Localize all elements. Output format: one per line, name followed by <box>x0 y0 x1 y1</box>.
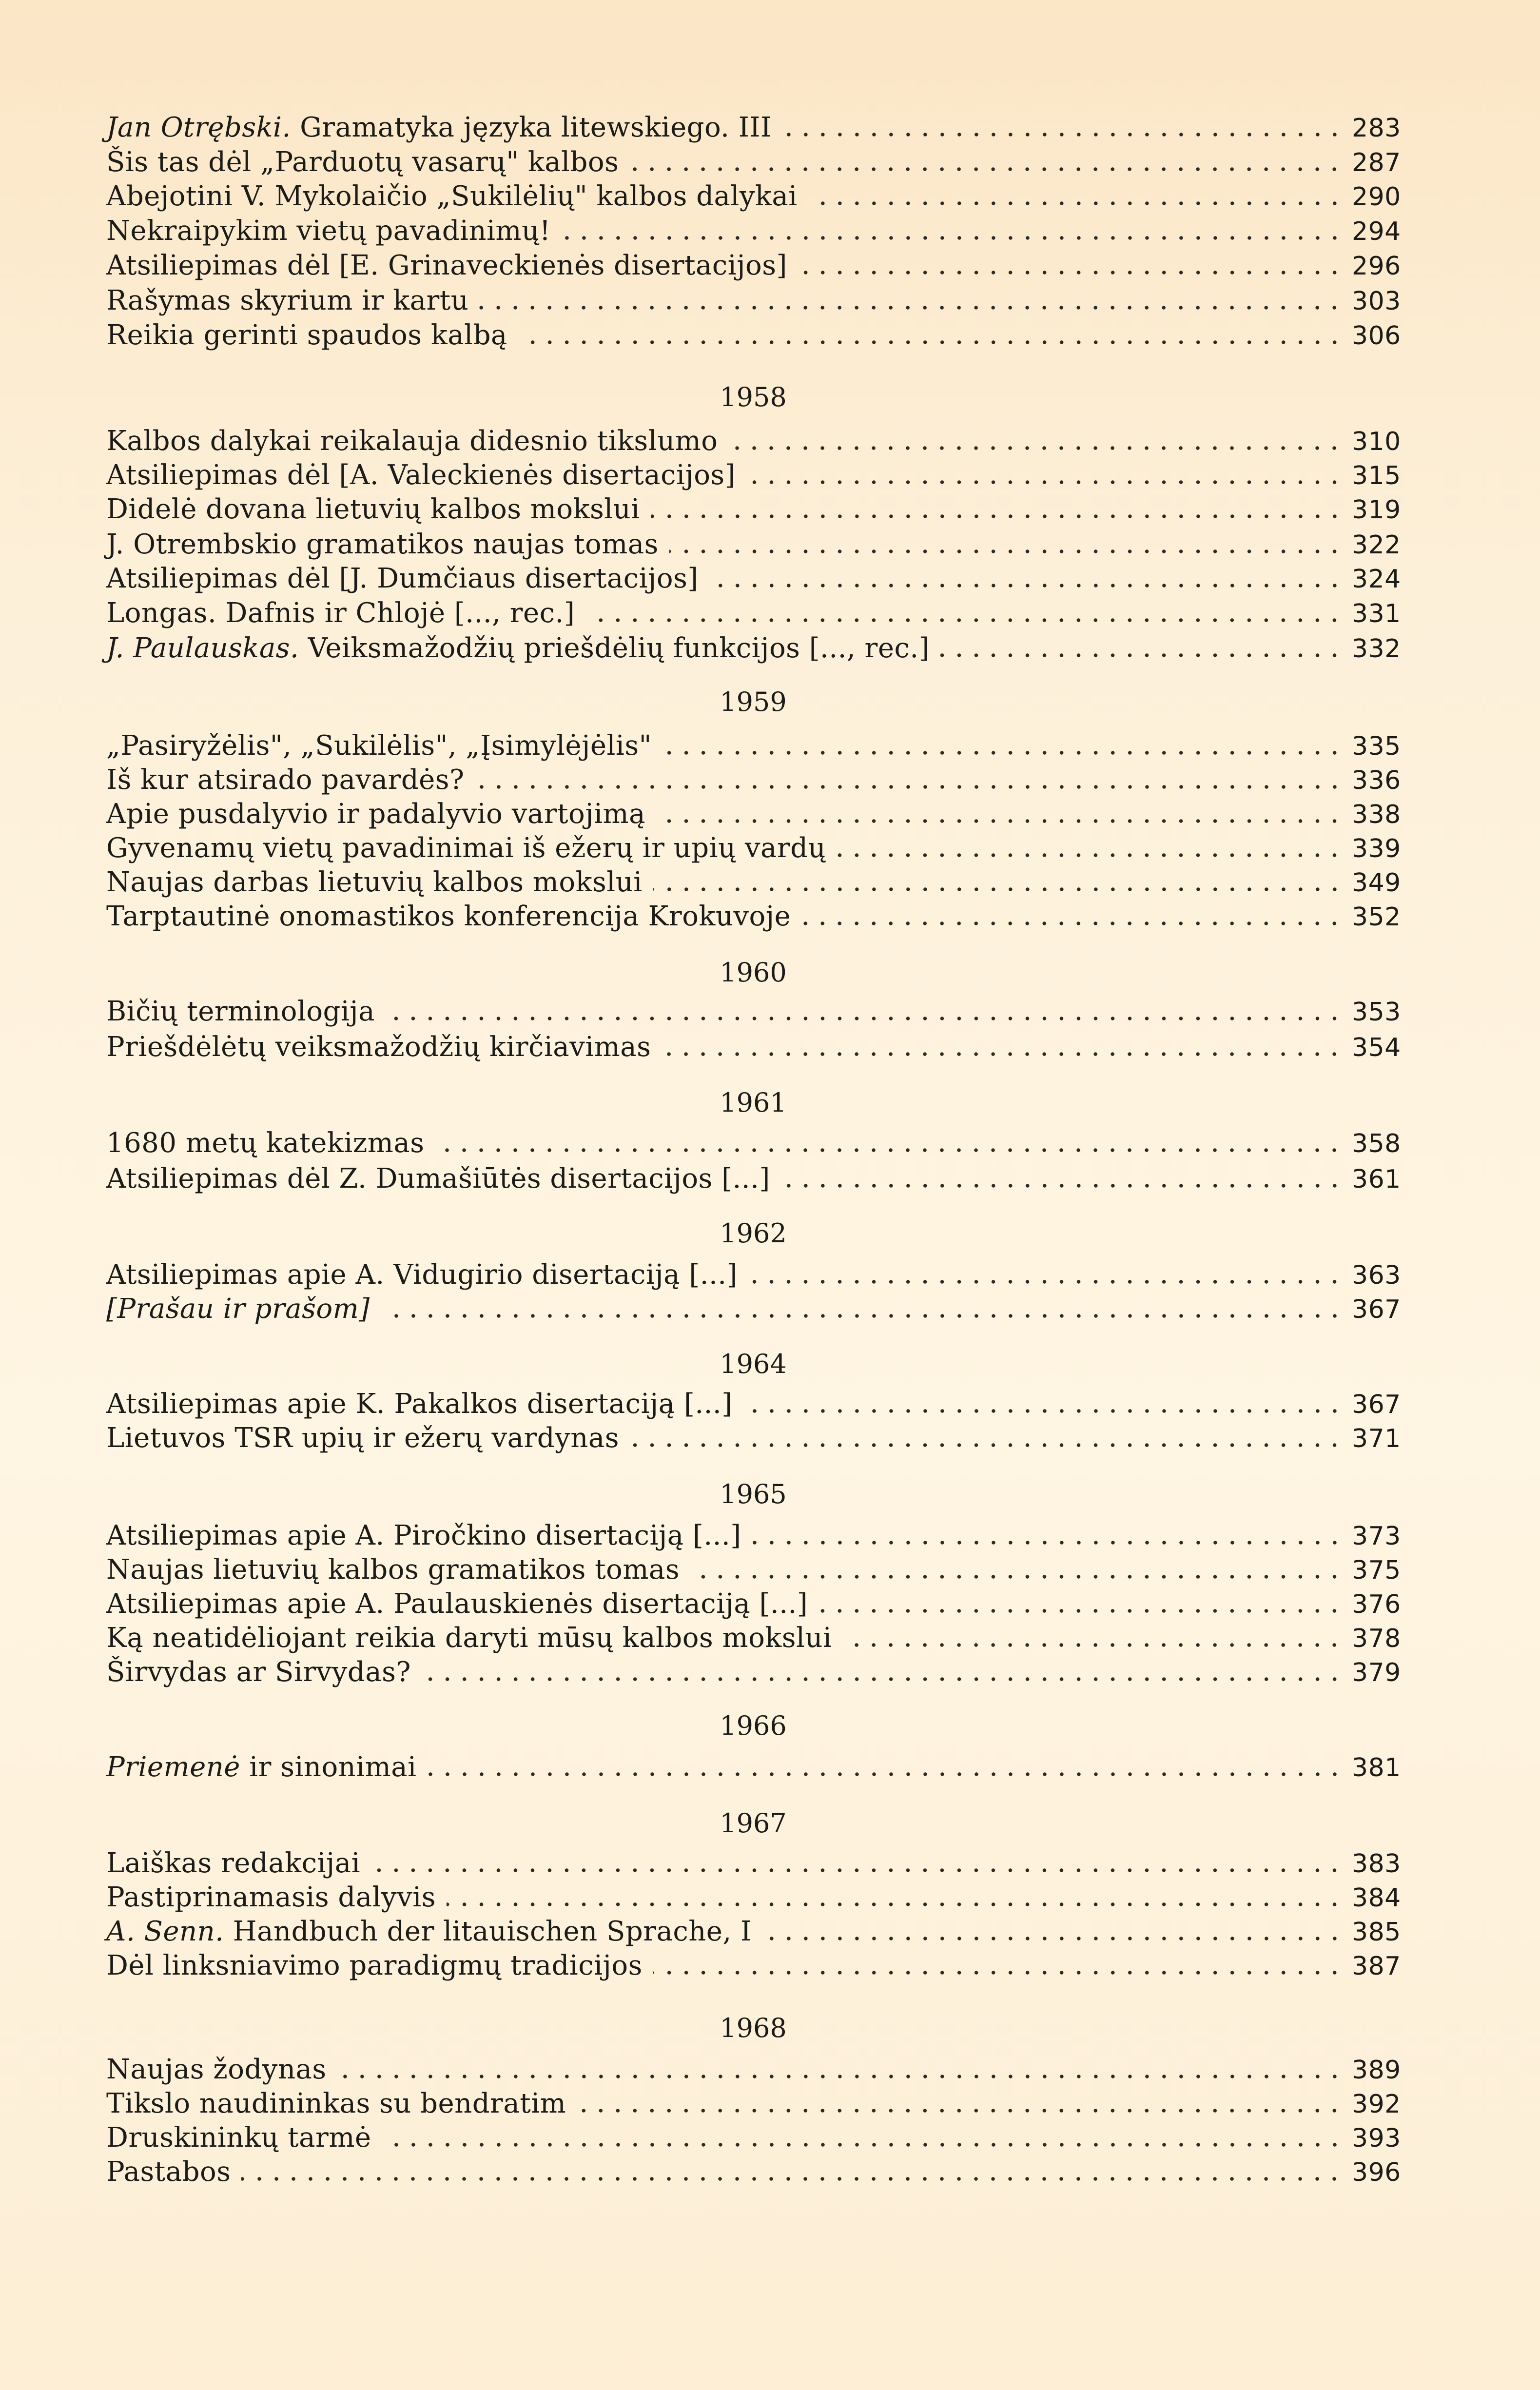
dot-leader <box>728 444 1343 452</box>
dot-leader <box>629 165 1343 173</box>
dot-leader <box>475 783 1343 791</box>
entry-title-text: Handbuch der litauischen Sprache, I <box>224 1916 752 1947</box>
dot-leader <box>808 199 1343 207</box>
page-number: 384 <box>1352 1883 1401 1913</box>
toc-entry[interactable] <box>106 831 1410 865</box>
page-number: 331 <box>1352 599 1401 628</box>
page-number: 324 <box>1352 565 1401 594</box>
page-number: 294 <box>1352 217 1401 246</box>
year-heading: 1962 <box>720 1218 787 1249</box>
page-number: 339 <box>1352 834 1401 863</box>
dot-leader <box>381 1312 1343 1320</box>
entry-title: Atsiliepimas apie A. Vidugirio disertaciją [...] <box>106 1259 738 1291</box>
dot-leader <box>669 548 1343 555</box>
toc-entry[interactable] <box>106 1881 1410 1915</box>
dot-leader <box>651 512 1343 520</box>
page-number: 332 <box>1352 634 1401 664</box>
dot-leader <box>585 616 1343 624</box>
dot-leader <box>762 1935 1343 1942</box>
year-heading: 1960 <box>720 957 787 988</box>
page-number: 319 <box>1352 495 1401 525</box>
entry-title: Pastiprinamasis dalyvis <box>106 1881 436 1913</box>
entry-title: Priešdėlėtų veiksmažodžių kirčiavimas <box>106 1031 651 1063</box>
dot-leader <box>386 1015 1343 1022</box>
toc-entry[interactable] <box>106 729 1410 763</box>
page-number: 379 <box>1352 1658 1401 1687</box>
page-number: 389 <box>1352 2056 1401 2085</box>
toc-entry[interactable] <box>106 528 1410 562</box>
page-number: 361 <box>1352 1165 1401 1194</box>
page-number: 378 <box>1352 1624 1401 1653</box>
dot-leader <box>479 304 1343 312</box>
page-number: 296 <box>1352 252 1401 281</box>
toc-entry[interactable] <box>106 797 1410 831</box>
entry-title: Atsiliepimas apie A. Piročkino disertaciją [...] <box>106 1520 741 1551</box>
toc-entry[interactable] <box>106 1162 1410 1196</box>
entry-title: Nekraipykim vietų pavadinimų! <box>106 215 551 247</box>
page-number: 381 <box>1352 1753 1401 1783</box>
toc-entry[interactable] <box>106 111 1410 145</box>
entry-title: Tarptautinė onomastikos konferencija Krokuvoje <box>106 901 791 932</box>
toc-entry[interactable] <box>106 1387 1410 1421</box>
dot-leader <box>837 851 1343 859</box>
year-heading: 1964 <box>720 1349 787 1379</box>
toc-entry[interactable] <box>106 2121 1410 2155</box>
toc-entry[interactable] <box>106 995 1410 1029</box>
dot-leader <box>656 817 1343 825</box>
dot-leader <box>748 1278 1343 1286</box>
entry-author: A. Senn. <box>106 1916 224 1947</box>
year-heading: 1967 <box>720 1808 787 1839</box>
toc-entry[interactable] <box>106 562 1410 596</box>
toc-entry[interactable] <box>106 284 1410 318</box>
dot-leader <box>819 1607 1343 1615</box>
entry-title: Tikslo naudininkas su bendratim <box>106 2088 566 2119</box>
entry-author: Priemenė <box>106 1751 240 1783</box>
dot-leader <box>653 1969 1343 1977</box>
entry-title: [Prašau ir prašom] <box>106 1293 370 1325</box>
entry-title <box>106 111 772 145</box>
dot-leader <box>842 1641 1343 1649</box>
toc-entry[interactable] <box>106 179 1410 214</box>
dot-leader <box>428 1770 1343 1778</box>
entry-title: Atsiliepimas dėl [J. Dumčiaus disertacijos] <box>106 563 699 594</box>
page-number: 335 <box>1352 732 1401 761</box>
entry-title: Pastabos <box>106 2156 231 2188</box>
entry-title: Bičių terminologija <box>106 996 375 1027</box>
entry-title: Ką neatidėliojant reikia daryti mūsų kalbos mokslui <box>106 1622 832 1654</box>
entry-title: Atsiliepimas dėl Z. Dumašiūtės disertacijos [...] <box>106 1163 770 1195</box>
toc-entry[interactable] <box>106 458 1410 492</box>
page-number: 349 <box>1352 868 1401 898</box>
toc-entry[interactable] <box>106 492 1410 527</box>
page-number: 354 <box>1352 1033 1401 1062</box>
toc-entry[interactable] <box>106 1750 1410 1784</box>
entry-title: J. Otrembskio gramatikos naujas tomas <box>106 529 659 560</box>
entry-title: Atsiliepimas apie A. Paulauskienės disertaciją [...] <box>106 1588 808 1620</box>
toc-entry[interactable] <box>106 1949 1410 1983</box>
dot-leader <box>690 1573 1343 1581</box>
page-number: 287 <box>1352 148 1401 177</box>
page-number: 290 <box>1352 182 1401 212</box>
toc-entry[interactable] <box>106 1553 1410 1587</box>
toc-entry[interactable] <box>106 145 1410 179</box>
page-number: 392 <box>1352 2090 1401 2119</box>
page-number: 393 <box>1352 2124 1401 2153</box>
entry-title: Kalbos dalykai reikalauja didesnio tikslumo <box>106 425 718 457</box>
page-number: 376 <box>1352 1590 1401 1619</box>
dot-leader <box>577 2107 1343 2115</box>
year-heading: 1959 <box>720 686 787 717</box>
toc-entry[interactable] <box>106 596 1410 630</box>
dot-leader <box>782 131 1343 138</box>
page-number: 283 <box>1352 114 1401 143</box>
dot-leader <box>435 1146 1343 1154</box>
entry-title: Šis tas dėl „Parduotų vasarų" kalbos <box>106 146 619 178</box>
dot-leader <box>518 338 1343 346</box>
entry-title: Atsiliepimas dėl [E. Grinaveckienės disertacijos] <box>106 250 787 281</box>
dot-leader <box>422 1675 1343 1683</box>
entry-title: Naujas žodynas <box>106 2054 327 2085</box>
toc-entry[interactable] <box>106 249 1410 283</box>
entry-title: Naujas darbas lietuvių kalbos mokslui <box>106 866 643 898</box>
dot-leader <box>709 582 1343 589</box>
year-heading: 1966 <box>720 1710 787 1741</box>
toc-entry[interactable] <box>106 1519 1410 1553</box>
page-number: 375 <box>1352 1556 1401 1585</box>
dot-leader <box>743 1407 1343 1415</box>
page-number: 336 <box>1352 766 1401 795</box>
dot-leader <box>337 2073 1343 2080</box>
toc-entry[interactable] <box>106 2155 1410 2189</box>
entry-title-text: Veiksmažodžių priešdėlių funkcijos [..., rec.] <box>299 632 930 664</box>
entry-title: Apie pusdalyvio ir padalyvio vartojimą <box>106 798 645 830</box>
page-number: 396 <box>1352 2158 1401 2187</box>
entry-title: Abejotini V. Mykolaičio „Sukilėlių" kalbos dalykai <box>106 180 798 212</box>
toc-entry[interactable] <box>106 318 1410 353</box>
page-number: 367 <box>1352 1390 1401 1419</box>
year-heading: 1961 <box>720 1087 787 1118</box>
entry-author: J. Paulauskas. <box>106 632 299 664</box>
toc-entry[interactable] <box>106 900 1410 934</box>
toc-entry[interactable] <box>106 214 1410 248</box>
toc-entry[interactable] <box>106 1621 1410 1655</box>
entry-title: Širvydas ar Sirvydas? <box>106 1656 411 1688</box>
toc-entry[interactable] <box>106 1292 1410 1326</box>
entry-title: 1680 metų katekizmas <box>106 1127 425 1159</box>
page-number: 383 <box>1352 1849 1401 1879</box>
toc-entry[interactable] <box>106 1655 1410 1689</box>
dot-leader <box>940 651 1343 659</box>
entry-title: Reikia gerinti spaudos kalbą <box>106 319 507 351</box>
page-number: 363 <box>1352 1261 1401 1290</box>
entry-title: Atsiliepimas apie K. Pakalkos disertaciją [...] <box>106 1388 733 1420</box>
page-number: 303 <box>1352 287 1401 316</box>
dot-leader <box>781 1182 1343 1190</box>
page-number: 371 <box>1352 1424 1401 1453</box>
toc-entry[interactable] <box>106 763 1410 797</box>
page-number: 373 <box>1352 1522 1401 1551</box>
toc-entry[interactable] <box>106 424 1410 458</box>
year-heading: 1958 <box>720 382 787 412</box>
entry-title: Didelė dovana lietuvių kalbos mokslui <box>106 493 640 525</box>
entry-title-text: ir sinonimai <box>240 1751 417 1783</box>
page-number: 352 <box>1352 902 1401 932</box>
page-number: 358 <box>1352 1129 1401 1158</box>
entry-title: Rašymas skyrium ir kartu <box>106 285 469 316</box>
dot-leader <box>662 1050 1343 1058</box>
entry-title: Druskininkų tarmė <box>106 2122 371 2154</box>
entry-title <box>106 1915 752 1949</box>
toc-entry[interactable] <box>106 1915 1410 1949</box>
page-number: 367 <box>1352 1295 1401 1324</box>
entry-title: Lietuvos TSR upių ir ežerų vardynas <box>106 1422 619 1454</box>
year-heading: 1968 <box>720 2013 787 2043</box>
dot-leader <box>752 1539 1343 1547</box>
toc-entry[interactable] <box>106 1587 1410 1621</box>
toc-entry[interactable] <box>106 1258 1410 1292</box>
toc-entry[interactable] <box>106 1421 1410 1455</box>
entry-title: Dėl linksniavimo paradigmų tradicijos <box>106 1950 643 1981</box>
dot-leader <box>371 1866 1343 1874</box>
entry-title: Longas. Dafnis ir Chlojė [..., rec.] <box>106 597 575 629</box>
entry-title: Atsiliepimas dėl [A. Valeckienės disertacijos] <box>106 459 736 491</box>
entry-title: „Pasiryžėlis", „Sukilėlis", „Įsimylėjėlis" <box>106 730 652 762</box>
toc-entry[interactable] <box>106 1126 1410 1160</box>
toc-entry[interactable] <box>106 2087 1410 2121</box>
entry-title: Naujas lietuvių kalbos gramatikos tomas <box>106 1554 680 1586</box>
dot-leader <box>801 920 1343 927</box>
page-number: 338 <box>1352 800 1401 829</box>
page-number: 310 <box>1352 427 1401 456</box>
page-number: 315 <box>1352 461 1401 490</box>
page-number: 306 <box>1352 321 1401 351</box>
page-number: 385 <box>1352 1918 1401 1947</box>
dot-leader <box>653 885 1343 893</box>
entry-title: Iš kur atsirado pavardės? <box>106 764 465 796</box>
dot-leader <box>630 1441 1343 1449</box>
toc-entry[interactable] <box>106 865 1410 900</box>
entry-title <box>106 631 930 666</box>
toc-entry[interactable] <box>106 1846 1410 1881</box>
page-number: 387 <box>1352 1952 1401 1981</box>
entry-title-text: Gramatyka języka litewskiego. III <box>291 112 772 143</box>
dot-leader <box>798 269 1343 276</box>
entry-title: Gyvenamų vietų pavadinimai iš ežerų ir upių vardų <box>106 832 826 864</box>
page-number: 322 <box>1352 530 1401 560</box>
entry-title <box>106 1750 417 1784</box>
dot-leader <box>241 2175 1343 2183</box>
dot-leader <box>746 478 1343 486</box>
dot-leader <box>447 1900 1343 1908</box>
entry-author: Jan Otrębski. <box>106 112 291 143</box>
toc-entry[interactable] <box>106 2053 1410 2087</box>
dot-leader <box>663 749 1343 757</box>
page-number: 353 <box>1352 998 1401 1027</box>
toc-entry[interactable] <box>106 1030 1410 1064</box>
year-heading: 1965 <box>720 1479 787 1509</box>
dot-leader <box>382 2141 1343 2149</box>
dot-leader <box>562 234 1343 242</box>
entry-title: Laiškas redakcijai <box>106 1847 361 1879</box>
toc-entry[interactable] <box>106 631 1410 666</box>
